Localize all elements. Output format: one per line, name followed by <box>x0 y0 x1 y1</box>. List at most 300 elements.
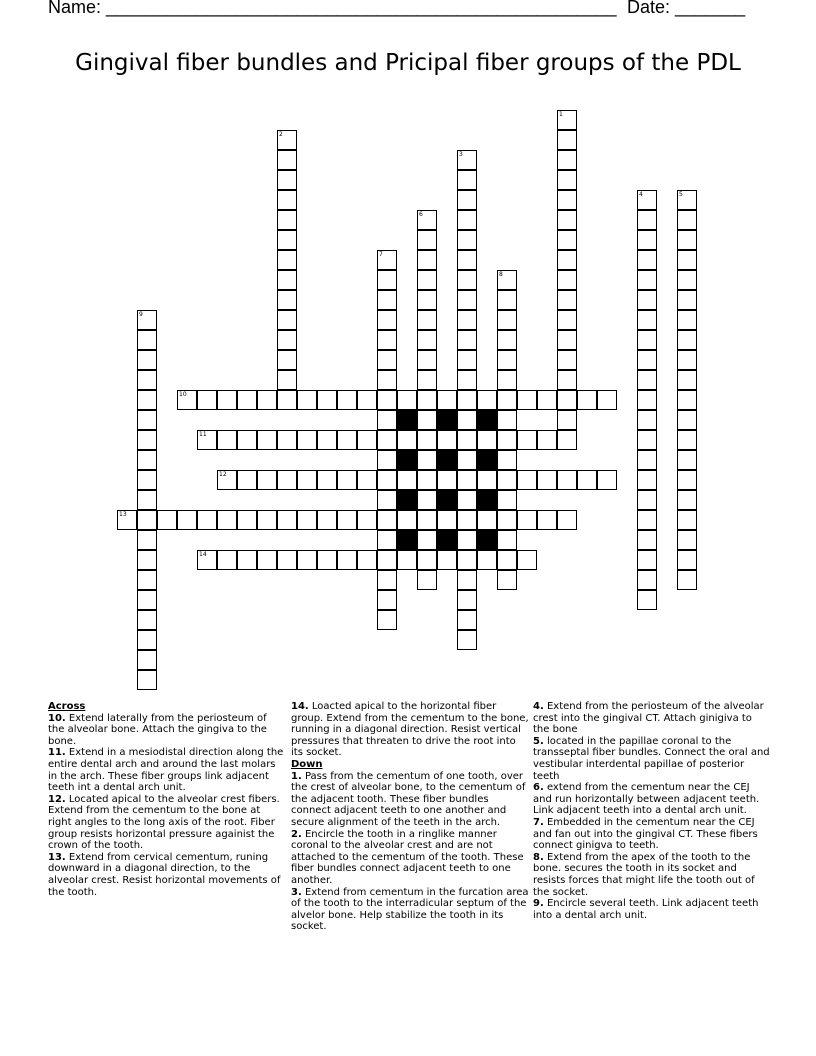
grid-cell[interactable] <box>457 170 477 190</box>
grid-cell[interactable] <box>677 230 697 250</box>
grid-cell[interactable] <box>417 470 437 490</box>
grid-cell[interactable] <box>257 390 277 410</box>
grid-cell[interactable] <box>517 390 537 410</box>
grid-cell[interactable] <box>557 310 577 330</box>
grid-cell[interactable] <box>417 510 437 530</box>
grid-cell[interactable] <box>517 510 537 530</box>
grid-cell[interactable] <box>277 370 297 390</box>
grid-cell[interactable] <box>317 470 337 490</box>
grid-cell[interactable] <box>637 350 657 370</box>
grid-cell[interactable] <box>557 350 577 370</box>
grid-cell[interactable] <box>457 410 477 430</box>
grid-cell[interactable] <box>457 390 477 410</box>
grid-cell[interactable] <box>417 410 437 430</box>
grid-cell[interactable] <box>377 290 397 310</box>
grid-cell[interactable] <box>197 390 217 410</box>
grid-cell[interactable] <box>437 470 457 490</box>
grid-cell[interactable] <box>137 570 157 590</box>
grid-cell[interactable] <box>257 430 277 450</box>
grid-cell[interactable] <box>497 510 517 530</box>
grid-cell[interactable] <box>417 230 437 250</box>
grid-cell[interactable] <box>557 270 577 290</box>
grid-cell[interactable] <box>297 550 317 570</box>
page-title: Gingival fiber bundles and Pricipal fiber groups of the PDL <box>75 50 741 76</box>
grid-cell[interactable] <box>357 510 377 530</box>
black-cell <box>397 410 417 430</box>
grid-cell[interactable] <box>157 510 177 530</box>
grid-cell[interactable] <box>377 570 397 590</box>
grid-cell[interactable] <box>557 190 577 210</box>
grid-cell[interactable] <box>637 590 657 610</box>
grid-cell[interactable] <box>357 390 377 410</box>
black-cell <box>397 490 417 510</box>
grid-cell[interactable] <box>277 230 297 250</box>
clue-text: Extend from cementum in the furcation area of the tooth to the interradicular septum of the alvelor bone. Help stabilize the tooth in its socket. <box>291 886 529 933</box>
grid-cell[interactable] <box>457 370 477 390</box>
clue-text: Extend from cervical cementum, runing downward in a diagonal direction, to the alveolar crest. Resist horizontal movements of the tooth. <box>48 851 281 898</box>
grid-cell[interactable] <box>637 370 657 390</box>
clue-text: extend from the cementum near the CEJ and run horizontally between adjacent teeth. Link adjacent teeth into a dental arch unit. <box>533 782 760 817</box>
grid-cell[interactable] <box>677 250 697 270</box>
grid-cell[interactable] <box>537 470 557 490</box>
clue-text: Extend from the periosteum of the alveolar crest into the gingival CT. Attach ginigiva to the bone <box>533 701 764 736</box>
black-cell <box>477 410 497 430</box>
grid-cell[interactable] <box>277 190 297 210</box>
grid-cell[interactable] <box>377 430 397 450</box>
clue-number-4: 4 <box>639 191 643 198</box>
grid-cell[interactable] <box>457 230 477 250</box>
grid-cell[interactable] <box>457 610 477 630</box>
grid-cell[interactable] <box>517 470 537 490</box>
clues-column-1 <box>48 701 285 898</box>
clue-text: Loacted apical to the horizontal fiber group. Extend from the cementum to the bone, running in a diagonal direction. Resist vertical pressures that threaten to drive the root into its socket. <box>291 701 529 759</box>
clue-text: Located apical to the alveolar crest fibers. Extend from the cementum to the bone at right angles to the long axis of the root. Fiber group resists horizontal pressure againist the crown of the tooth. <box>48 793 280 852</box>
grid-cell[interactable] <box>237 550 257 570</box>
grid-cell[interactable] <box>397 470 417 490</box>
grid-cell[interactable] <box>417 370 437 390</box>
grid-cell[interactable] <box>377 270 397 290</box>
clue-number-1: 1 <box>559 111 563 118</box>
grid-cell[interactable] <box>297 390 317 410</box>
grid-cell[interactable] <box>637 250 657 270</box>
clue-number-11: 11 <box>199 431 207 438</box>
grid-cell[interactable] <box>137 610 157 630</box>
grid-cell[interactable] <box>557 230 577 250</box>
grid-cell[interactable] <box>457 450 477 470</box>
grid-cell[interactable] <box>377 350 397 370</box>
clue-number-7: 7 <box>379 251 383 258</box>
grid-cell[interactable] <box>257 470 277 490</box>
clue-item <box>291 701 529 759</box>
grid-cell[interactable] <box>457 590 477 610</box>
grid-cell[interactable] <box>237 470 257 490</box>
grid-cell[interactable] <box>137 390 157 410</box>
grid-cell[interactable] <box>217 430 237 450</box>
grid-cell[interactable] <box>637 510 657 530</box>
grid-cell[interactable] <box>497 430 517 450</box>
grid-cell[interactable] <box>237 390 257 410</box>
grid-cell[interactable] <box>337 470 357 490</box>
clue-item <box>291 829 529 887</box>
clue-item <box>48 852 285 898</box>
grid-cell[interactable] <box>557 330 577 350</box>
grid-cell[interactable] <box>537 510 557 530</box>
clue-text: Embedded in the cementum near the CEJ and fan out into the gingival CT. These fibers connect ginigva to teeth. <box>533 816 758 852</box>
clue-number-13: 13 <box>119 511 127 518</box>
grid-cell[interactable] <box>397 550 417 570</box>
grid-cell[interactable] <box>377 450 397 470</box>
grid-cell[interactable] <box>557 470 577 490</box>
grid-cell[interactable] <box>417 430 437 450</box>
grid-cell[interactable] <box>417 250 437 270</box>
grid-cell[interactable] <box>557 130 577 150</box>
grid-cell[interactable] <box>357 550 377 570</box>
grid-cell[interactable] <box>677 270 697 290</box>
grid-cell[interactable] <box>397 430 417 450</box>
grid-cell[interactable] <box>277 150 297 170</box>
date-field-label: Date: _______ <box>627 0 746 17</box>
grid-cell[interactable] <box>297 470 317 490</box>
clue-number-label: 6. <box>533 782 544 794</box>
grid-cell[interactable] <box>677 570 697 590</box>
grid-cell[interactable] <box>257 550 277 570</box>
grid-cell[interactable] <box>137 410 157 430</box>
clue-number-label: 9. <box>533 898 544 910</box>
grid-cell[interactable] <box>297 510 317 530</box>
grid-cell[interactable] <box>277 470 297 490</box>
grid-cell[interactable] <box>297 430 317 450</box>
grid-cell[interactable] <box>377 610 397 630</box>
grid-cell[interactable] <box>457 330 477 350</box>
grid-cell[interactable] <box>377 470 397 490</box>
grid-cell[interactable] <box>637 450 657 470</box>
grid-cell[interactable] <box>457 530 477 550</box>
grid-cell[interactable] <box>277 430 297 450</box>
grid-cell[interactable] <box>457 210 477 230</box>
grid-cell[interactable] <box>377 330 397 350</box>
grid-cell[interactable] <box>137 490 157 510</box>
grid-cell[interactable] <box>457 350 477 370</box>
down-heading: Down <box>291 758 323 770</box>
grid-cell[interactable] <box>557 150 577 170</box>
clue-number-label: 11. <box>48 747 66 759</box>
grid-cell[interactable] <box>497 330 517 350</box>
grid-cell[interactable] <box>197 510 217 530</box>
grid-cell[interactable] <box>417 270 437 290</box>
grid-cell[interactable] <box>637 570 657 590</box>
clue-text: Extend in a mesiodistal direction along the entire dental arch and around the last molars in the arch. These fiber groups link adjacent teeth int a dental arch unit. <box>48 747 284 794</box>
grid-cell[interactable] <box>537 390 557 410</box>
grid-cell[interactable] <box>677 310 697 330</box>
grid-cell[interactable] <box>457 570 477 590</box>
grid-cell[interactable] <box>277 290 297 310</box>
clues-column-2 <box>291 701 529 933</box>
grid-cell[interactable] <box>677 550 697 570</box>
grid-cell[interactable] <box>457 190 477 210</box>
grid-cell[interactable] <box>317 550 337 570</box>
grid-cell[interactable] <box>677 390 697 410</box>
clue-item <box>533 736 770 782</box>
clue-number-8: 8 <box>499 271 503 278</box>
grid-cell[interactable] <box>237 430 257 450</box>
grid-cell[interactable] <box>317 430 337 450</box>
grid-cell[interactable] <box>417 490 437 510</box>
grid-cell[interactable] <box>277 550 297 570</box>
grid-cell[interactable] <box>137 350 157 370</box>
grid-cell[interactable] <box>377 410 397 430</box>
grid-cell[interactable] <box>637 410 657 430</box>
clue-item <box>533 898 770 921</box>
grid-cell[interactable] <box>217 550 237 570</box>
grid-cell[interactable] <box>477 510 497 530</box>
grid-cell[interactable] <box>637 310 657 330</box>
grid-cell[interactable] <box>557 370 577 390</box>
grid-cell[interactable] <box>377 370 397 390</box>
grid-cell[interactable] <box>457 470 477 490</box>
grid-cell[interactable] <box>537 430 557 450</box>
grid-cell[interactable] <box>337 390 357 410</box>
grid-cell[interactable] <box>377 490 397 510</box>
grid-cell[interactable] <box>357 470 377 490</box>
grid-cell[interactable] <box>217 510 237 530</box>
grid-cell[interactable] <box>497 450 517 470</box>
clue-number-label: 10. <box>48 712 66 724</box>
grid-cell[interactable] <box>417 450 437 470</box>
grid-cell[interactable] <box>417 350 437 370</box>
grid-cell[interactable] <box>397 390 417 410</box>
grid-cell[interactable] <box>277 350 297 370</box>
black-cell <box>437 490 457 510</box>
grid-cell[interactable] <box>357 430 377 450</box>
grid-cell[interactable] <box>137 590 157 610</box>
clue-item <box>533 782 770 817</box>
grid-cell[interactable] <box>457 490 477 510</box>
grid-cell[interactable] <box>477 470 497 490</box>
grid-cell[interactable] <box>457 270 477 290</box>
grid-cell[interactable] <box>677 450 697 470</box>
grid-cell[interactable] <box>237 510 257 530</box>
grid-cell[interactable] <box>277 250 297 270</box>
grid-cell[interactable] <box>437 510 457 530</box>
grid-cell[interactable] <box>137 470 157 490</box>
grid-cell[interactable] <box>377 590 397 610</box>
clue-number-6: 6 <box>419 211 423 218</box>
grid-cell[interactable] <box>497 370 517 390</box>
grid-cell[interactable] <box>137 650 157 670</box>
grid-cell[interactable] <box>457 290 477 310</box>
grid-cell[interactable] <box>497 470 517 490</box>
grid-cell[interactable] <box>637 330 657 350</box>
grid-cell[interactable] <box>677 530 697 550</box>
clue-item <box>291 771 529 829</box>
grid-cell[interactable] <box>497 390 517 410</box>
grid-cell[interactable] <box>457 510 477 530</box>
grid-cell[interactable] <box>457 250 477 270</box>
clue-number-label: 7. <box>533 816 544 828</box>
grid-cell[interactable] <box>417 290 437 310</box>
grid-cell[interactable] <box>677 430 697 450</box>
grid-cell[interactable] <box>277 170 297 190</box>
grid-cell[interactable] <box>677 510 697 530</box>
grid-cell[interactable] <box>377 310 397 330</box>
clue-item <box>48 747 285 793</box>
grid-cell[interactable] <box>457 430 477 450</box>
clue-item <box>533 701 770 736</box>
grid-cell[interactable] <box>677 370 697 390</box>
clue-text: located in the papillae coronal to the transseptal fiber bundles. Connect the oral and vestibular interdental papillae of posterior teeth <box>533 735 770 782</box>
grid-cell[interactable] <box>637 290 657 310</box>
grid-cell[interactable] <box>597 470 617 490</box>
grid-cell[interactable] <box>277 310 297 330</box>
grid-cell[interactable] <box>677 330 697 350</box>
grid-cell[interactable] <box>277 510 297 530</box>
clue-number-label: 4. <box>533 701 544 712</box>
grid-cell[interactable] <box>497 310 517 330</box>
grid-cell[interactable] <box>437 550 457 570</box>
black-cell <box>437 410 457 430</box>
grid-cell[interactable] <box>177 510 197 530</box>
grid-cell[interactable] <box>277 330 297 350</box>
clue-number-label: 14. <box>291 701 309 712</box>
grid-cell[interactable] <box>557 510 577 530</box>
clue-number-2: 2 <box>279 131 283 138</box>
grid-cell[interactable] <box>637 390 657 410</box>
name-field-label: Name: ___________________________________________________ <box>48 0 617 17</box>
black-cell <box>437 530 457 550</box>
clue-text: Pass from the cementum of one tooth, over the crest of alveolar bone, to the cementum of the adjacent tooth. These fiber bundles connect adjacent teeth to one another and secure alignment of the teeth in the arch. <box>291 770 526 828</box>
grid-cell[interactable] <box>337 430 357 450</box>
grid-cell[interactable] <box>417 570 437 590</box>
grid-cell[interactable] <box>137 510 157 530</box>
grid-cell[interactable] <box>577 470 597 490</box>
grid-cell[interactable] <box>497 410 517 430</box>
grid-cell[interactable] <box>337 550 357 570</box>
grid-cell[interactable] <box>637 490 657 510</box>
grid-cell[interactable] <box>477 390 497 410</box>
grid-cell[interactable] <box>417 550 437 570</box>
black-cell <box>477 490 497 510</box>
grid-cell[interactable] <box>317 510 337 530</box>
grid-cell[interactable] <box>377 550 397 570</box>
grid-cell[interactable] <box>137 630 157 650</box>
clue-item <box>533 852 770 898</box>
grid-cell[interactable] <box>277 210 297 230</box>
grid-cell[interactable] <box>417 390 437 410</box>
grid-cell[interactable] <box>137 670 157 690</box>
grid-cell[interactable] <box>337 510 357 530</box>
grid-cell[interactable] <box>637 470 657 490</box>
grid-cell[interactable] <box>677 410 697 430</box>
grid-cell[interactable] <box>497 550 517 570</box>
grid-cell[interactable] <box>637 230 657 250</box>
clues-column-3 <box>533 701 770 921</box>
clue-number-label: 8. <box>533 851 544 863</box>
grid-cell[interactable] <box>677 210 697 230</box>
clue-item <box>533 817 770 852</box>
grid-cell[interactable] <box>497 530 517 550</box>
clue-text: Extend laterally from the periosteum of the alveolar bone. Attach the gingiva to the bone. <box>48 712 267 747</box>
grid-cell[interactable] <box>557 170 577 190</box>
grid-cell[interactable] <box>137 370 157 390</box>
clue-number-12: 12 <box>219 471 227 478</box>
grid-cell[interactable] <box>477 430 497 450</box>
grid-cell[interactable] <box>397 510 417 530</box>
grid-cell[interactable] <box>517 430 537 450</box>
clue-text: Extend from the apex of the tooth to the bone. secures the tooth in its socket and resists forces that might life the tooth out of the socket. <box>533 851 755 898</box>
clue-number-label: 1. <box>291 770 302 782</box>
clue-number-label: 2. <box>291 828 302 840</box>
grid-cell[interactable] <box>557 410 577 430</box>
grid-cell[interactable] <box>637 430 657 450</box>
grid-cell[interactable] <box>277 390 297 410</box>
clue-number-9: 9 <box>139 311 143 318</box>
grid-cell[interactable] <box>217 390 237 410</box>
grid-cell[interactable] <box>137 330 157 350</box>
grid-cell[interactable] <box>637 550 657 570</box>
grid-cell[interactable] <box>677 490 697 510</box>
grid-cell[interactable] <box>417 530 437 550</box>
grid-cell[interactable] <box>377 530 397 550</box>
grid-cell[interactable] <box>497 570 517 590</box>
grid-cell[interactable] <box>557 390 577 410</box>
black-cell <box>477 530 497 550</box>
grid-cell[interactable] <box>557 430 577 450</box>
clue-number-label: 5. <box>533 735 544 747</box>
grid-cell[interactable] <box>597 390 617 410</box>
black-cell <box>397 530 417 550</box>
grid-cell[interactable] <box>377 510 397 530</box>
grid-cell[interactable] <box>637 210 657 230</box>
grid-cell[interactable] <box>137 450 157 470</box>
grid-cell[interactable] <box>137 430 157 450</box>
grid-cell[interactable] <box>637 270 657 290</box>
grid-cell[interactable] <box>557 250 577 270</box>
clue-number-14: 14 <box>199 551 207 558</box>
black-cell <box>437 450 457 470</box>
grid-cell[interactable] <box>517 550 537 570</box>
grid-cell[interactable] <box>677 470 697 490</box>
clue-text: Encircle the tooth in a ringlike manner coronal to the alveolar crest and are not attached to the cementum of the tooth. These fiber bundles connect adjacent teeth to one another. <box>291 828 524 886</box>
grid-cell[interactable] <box>137 550 157 570</box>
grid-cell[interactable] <box>557 210 577 230</box>
clue-number-5: 5 <box>679 191 683 198</box>
clue-number-label: 3. <box>291 886 302 898</box>
grid-cell[interactable] <box>677 350 697 370</box>
grid-cell[interactable] <box>497 350 517 370</box>
grid-cell[interactable] <box>477 550 497 570</box>
grid-cell[interactable] <box>417 330 437 350</box>
clue-number-label: 12. <box>48 793 66 805</box>
grid-cell[interactable] <box>137 530 157 550</box>
grid-cell[interactable] <box>557 290 577 310</box>
grid-cell[interactable] <box>277 270 297 290</box>
grid-cell[interactable] <box>457 310 477 330</box>
grid-cell[interactable] <box>257 510 277 530</box>
grid-cell[interactable] <box>457 550 477 570</box>
grid-cell[interactable] <box>457 630 477 650</box>
grid-cell[interactable] <box>497 290 517 310</box>
grid-cell[interactable] <box>577 390 597 410</box>
grid-cell[interactable] <box>417 310 437 330</box>
grid-cell[interactable] <box>437 390 457 410</box>
grid-cell[interactable] <box>677 290 697 310</box>
grid-cell[interactable] <box>317 390 337 410</box>
grid-cell[interactable] <box>437 430 457 450</box>
grid-cell[interactable] <box>377 390 397 410</box>
grid-cell[interactable] <box>637 530 657 550</box>
clue-number-3: 3 <box>459 151 463 158</box>
grid-cell[interactable] <box>497 490 517 510</box>
